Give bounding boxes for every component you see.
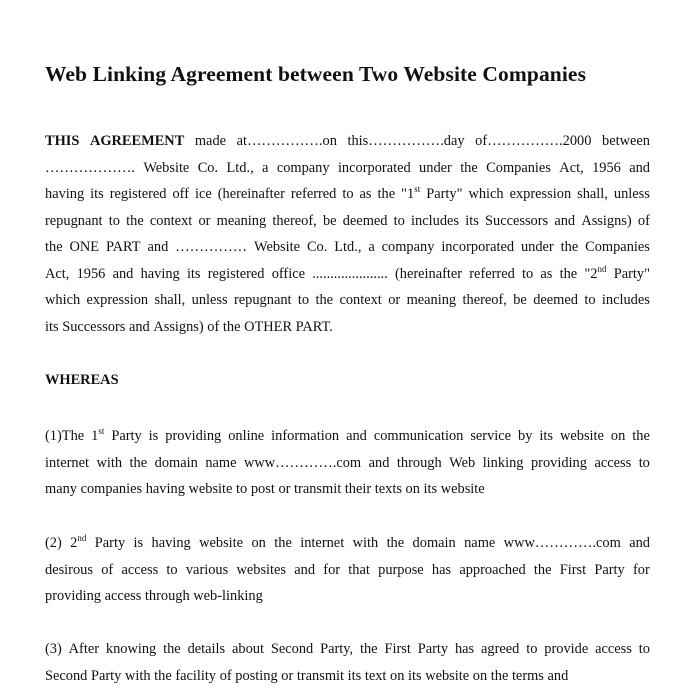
agreement-line: ………………. Website Co. Ltd., a company incorporated under the Companies Act, 1956 and [45,159,650,176]
recital-clause-1 [45,423,650,503]
clause1-line: many companies having website to post or transmit their texts on its website [45,481,485,497]
agreement-paragraph [45,128,650,340]
clause2-line: desirous of access to various websites and for that purpose has approached the First Party for [45,561,650,578]
agreement-line: which expression shall, unless repugnant to the context or meaning thereof, be deemed to includes [45,292,650,308]
clause3-line: Second Party with the facility of posting or transmit its text on its website on the terms and [45,667,569,684]
clause2-line: (2) 2nd Party is having website on the internet with the domain name www………….com and [45,533,650,551]
agreement-line: THIS AGREEMENT made at…………….on this…………….day of…………….2000 between [45,133,650,149]
agreement-line: repugnant to the context or meaning thereof, be deemed to includes its Successors and Assigns) of [45,212,650,229]
recital-clause-2 [45,530,650,610]
recital-clause-3 [45,636,650,689]
whereas-heading: WHEREAS [45,372,119,388]
agreement-line: having its registered off ice (hereinafter referred to as the "1st Party" which expression shall, unless [45,184,650,202]
agreement-line: its Successors and Assigns) of the OTHER PART. [45,318,333,335]
clause2-line: providing access through web-linking [45,588,263,604]
agreement-line: Act, 1956 and having its registered office ..................... (hereinafter referred to as the "2nd Party" [45,263,650,282]
clause1-line: (1)The 1st Party is providing online information and communication service by its website on the [45,426,650,444]
clause3-line: (3) After knowing the details about Second Party, the First Party has agreed to provide access to [45,641,650,657]
document-title: Web Linking Agreement between Two Website Companies [45,62,587,86]
clause1-line: internet with the domain name www………….com and through Web linking providing access to [45,454,650,471]
agreement-line: the ONE PART and …………… Website Co. Ltd., a company incorporated under the Companies [45,239,650,255]
